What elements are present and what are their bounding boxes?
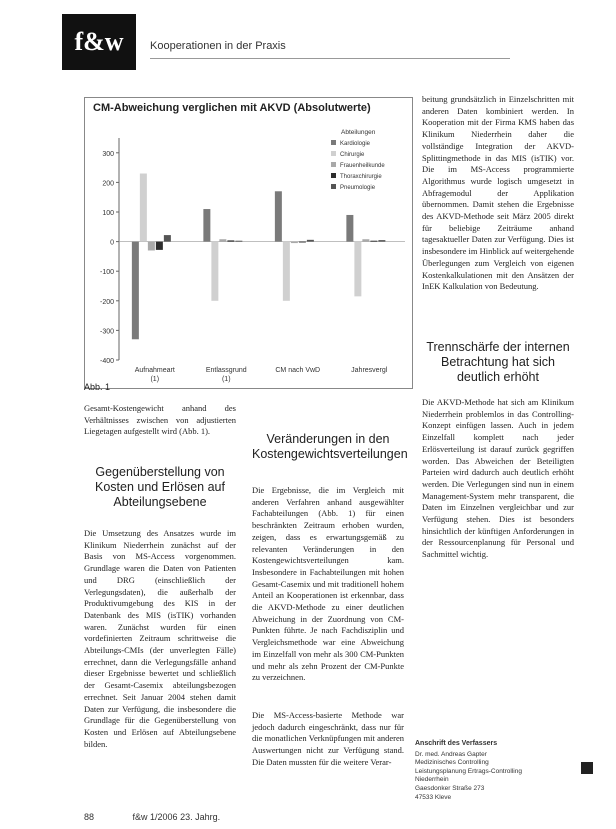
bar-2-2 xyxy=(211,242,218,301)
bar-1-1 xyxy=(132,242,139,340)
legend-label: Kardiologie xyxy=(340,141,371,147)
y-tick-label: -400 xyxy=(99,358,114,365)
bar-1-2 xyxy=(203,209,210,242)
bar-2-3 xyxy=(283,242,290,301)
page-number: 88 xyxy=(84,812,95,822)
author-box-title: Anschrift des Verfassers xyxy=(415,740,498,747)
section-title: Kooperationen in der Praxis xyxy=(150,40,286,52)
bar-1-4 xyxy=(346,215,353,242)
y-tick-label: -100 xyxy=(99,269,114,277)
legend-swatch xyxy=(331,173,336,178)
legend-swatch xyxy=(331,184,336,189)
y-tick-label: -300 xyxy=(99,328,114,336)
page-footer xyxy=(84,812,220,822)
middle-paragraph-1: Die Ergebnisse, die im Vergleich mit anderen Verfahren anhand ausgewählter Fachabteilungen (Abb. 1) für einen beschränkten Zeitraum erhoben wurden, zeigen, dass es erwartungsgemäß zu relevanten Veränderungen in den Kostengewichtsverteilungen kam. Insbesondere in Fachabteilungen mit hohen Gesamt-Casemix und mit traditionell hohem Anteil an Kooperationen ist erkennbar, dass die AKVD-Methode zu einer deutlichen Abweichung in der Zuordnung von CM-Punkten führte. Je nach Fachdisziplin und Vergleichsmethode war eine Abweichung im Einzelfall von mehr als 300 CM-Punkten und mehr als zehn Prozent der CM-Punkte zu verzeichnen. xyxy=(252,485,404,683)
y-tick-label: 0 xyxy=(110,239,114,247)
author-line: Leistungsplanung Ertrags-Controlling xyxy=(415,767,522,775)
author-line: Niederrhein xyxy=(415,776,449,784)
right-paragraph-1: beitung grundsätzlich in Einzelschritten mit anderen Daten kombiniert werden. In Kooperation mit der Firma KMS haben das Klinikum Niederrhein daher die vollständige Integration der AKVD-Splittingmethode in das MIS (isTIK) vor. Die im MS-Access programmierte Algorithmus wurde logisch umgesetzt in Abfragemodul der Applikation übernommen. Damit stehen die Ergebnisse des AKVD-Methode seit März 2005 direkt für beliebige Zeiträume anhand tagesaktueller Daten zur Verfügung. Dies ist insbesondere im Hinblick auf weitergehende Überlegungen zum Vergleich von eigenen Kostenkalkulationen mit den Ansätzen der InEK Kalkulation von Bedeutung. xyxy=(422,94,574,292)
left-paragraph-2: Die Umsetzung des Ansatzes wurde im Klinikum Niederrhein zunächst auf der Basis von MS-Access vorgenommen. Grundlage waren die Daten von Patienten und DRG (einschließlich der Verlegungsdaten), die außerhalb der Produktivumgebung des KIS in der Datenbank des MIS (isTIK) vorhanden waren. Zunächst wurden für einen vordefinierten Zeitraum schrittweise die Abteilungs-CMIs (der unverlegten Fälle) errechnet, dann die Verlegungsfälle anhand dieser Ergebnisse bewertet und schließlich der Gesamt-Casemix abteilungsbezogen errechnet. Seit Januar 2004 stehen damit Daten zur Verfügung, die insbesondere die Grundlage für die Gegenüberstellung von Kosten und Erlösen auf Abteilungsebene bilden. xyxy=(84,528,236,749)
legend-label: Chirurgie xyxy=(340,152,365,158)
author-address-box xyxy=(415,740,575,802)
header-divider xyxy=(150,58,510,59)
author-line: 47533 Kleve xyxy=(415,793,452,801)
bar-5-2 xyxy=(235,241,242,242)
bar-5-1 xyxy=(164,235,171,242)
left-paragraph-1: Gesamt-Kostengewicht anhand des Verhältnisses zwischen von adjustierten Liegetagen aufgestellt wird (Abb. 1). xyxy=(84,403,236,437)
y-tick-label: 100 xyxy=(102,210,114,217)
bar-5-3 xyxy=(307,240,314,242)
y-tick-label: 200 xyxy=(102,180,114,188)
middle-heading: Veränderungen in den Kostengewichtsverteilungen xyxy=(252,432,408,461)
y-tick-label: -200 xyxy=(99,298,114,306)
legend-swatch xyxy=(331,151,336,156)
bar-3-2 xyxy=(219,239,226,241)
category-label-sub: (1) xyxy=(150,376,160,383)
category-label: CM nach VwD xyxy=(275,367,321,374)
bar-3-4 xyxy=(362,239,369,241)
author-line: Medizinisches Controlling xyxy=(415,759,489,767)
category-label: Entlassgrund xyxy=(205,367,247,374)
figure-chart xyxy=(84,97,413,389)
legend-title: Abteilungen xyxy=(341,129,376,136)
bar-chart xyxy=(85,98,412,388)
figure-caption: Abb. 1 xyxy=(84,382,111,392)
chart-title: CM-Abweichung verglichen mit AKVD (Absolutwerte) xyxy=(93,102,371,114)
legend-label: Pneumologie xyxy=(340,185,376,191)
category-label: Aufnahmeart xyxy=(134,367,175,374)
bar-4-4 xyxy=(370,241,377,242)
right-heading: Trennschärfe der internen Betrachtung hat sich deutlich erhöht xyxy=(426,340,570,384)
bar-4-2 xyxy=(227,240,234,241)
legend-label: Thoraxchirurgie xyxy=(340,174,382,180)
bar-1-3 xyxy=(275,191,282,241)
category-label: Jahresvergl xyxy=(351,367,388,374)
legend-swatch xyxy=(331,140,336,145)
legend-label: Frauenheilkunde xyxy=(340,163,385,169)
publication-logo: f&w xyxy=(62,14,136,70)
author-line: Dr. med. Andreas Gapter xyxy=(415,750,487,758)
right-paragraph-2: Die AKVD-Methode hat sich am Klinikum Niederrhein problemlos in das Controlling-Konzept einfügen lassen. Auch in jedem Einzelfall komplett nach jeder Erlösverteilung ist darauf zurück gegriffen worden. Das Abweichen der Beteiligten Parteien wird dadurch auch deutlich erhöht werden. Die Verlegungen sind nun in einem Management-System mehr transparent, die Daten im Einzelnen vergleichbar und zur Verfügung stehen. Dies ist besonders hinsichtlich der künftigen Anforderungen in der Ressourcenplanung für Personal und Sachmittel wichtig. xyxy=(422,397,574,560)
author-line: Gaesdonker Straße 273 xyxy=(415,784,485,792)
bar-3-3 xyxy=(291,242,298,243)
legend-swatch xyxy=(331,162,336,167)
bar-2-1 xyxy=(140,174,147,242)
category-label-sub: (1) xyxy=(221,376,231,383)
y-tick-label: 300 xyxy=(102,150,114,158)
bar-2-4 xyxy=(354,242,361,297)
bar-4-1 xyxy=(156,242,163,250)
issue-info: f&w 1/2006 23. Jahrg. xyxy=(132,812,221,822)
end-of-article-mark xyxy=(581,762,593,774)
left-heading: Gegenüberstellung von Kosten und Erlösen auf Abteilungsebene xyxy=(95,465,225,509)
bar-3-1 xyxy=(148,242,155,251)
bar-5-4 xyxy=(378,240,385,241)
bar-4-3 xyxy=(299,242,306,243)
middle-paragraph-2: Die MS-Access-basierte Methode war jedoch dadurch eingeschränkt, dass nur für die monatlichen Verknüpfungen mit anderen Auswertungen nicht zur Verfügung stand. Die Daten mussten für die weitere Verar- xyxy=(252,710,404,767)
